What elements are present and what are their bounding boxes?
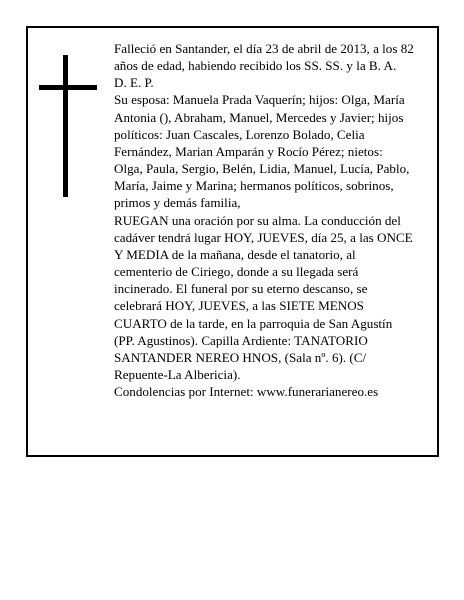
notice-body bbox=[114, 40, 414, 400]
dep-line: D. E. P. bbox=[114, 75, 154, 91]
family-list: Su esposa: Manuela Prada Vaquerín; hijos: Olga, María Antonia (), Abraham, Manuel, Mercedes y Javier; hijos políticos: Juan Cascales, Lorenzo Bolado, Celia Fernández, Marian Amparán y Rocío Pérez; nietos: Olga, Paula, Sergio, Belén, Lidia, Manuel, Lucía, Pablo, María, Jaime y Marina; hermanos políticos, sobrinos, primos y demás familia, bbox=[114, 92, 410, 211]
service-details: RUEGAN una oración por su alma. La conducción del cadáver tendrá lugar HOY, JUEVES, día 25, a las ONCE Y MEDIA de la mañana, desde el tanatorio, al cementerio de Ciriego, donde a su llegada será incinerado. El funeral por su eterno descanso, se celebrará HOY, JUEVES, a las SIETE MENOS CUARTO de la tarde, en la parroquia de San Agustín (PP. Agustinos). Capilla Ardiente: TANATORIO SANTANDER NEREO HNOS, (Sala nº. 6). (C/ Repuente-La Albericia). bbox=[114, 212, 413, 382]
cross-icon bbox=[36, 55, 98, 197]
cross-vertical-bar bbox=[63, 55, 68, 197]
condolences-line: Condolencias por Internet: www.funerarianereo.es bbox=[114, 384, 379, 400]
obituary-notice bbox=[26, 26, 439, 457]
death-announcement: Falleció en Santander, el día 23 de abril de 2013, a los 82 años de edad, habiendo recibido los SS. SS. y la B. A. bbox=[114, 41, 414, 74]
cross-horizontal-bar bbox=[39, 85, 97, 90]
